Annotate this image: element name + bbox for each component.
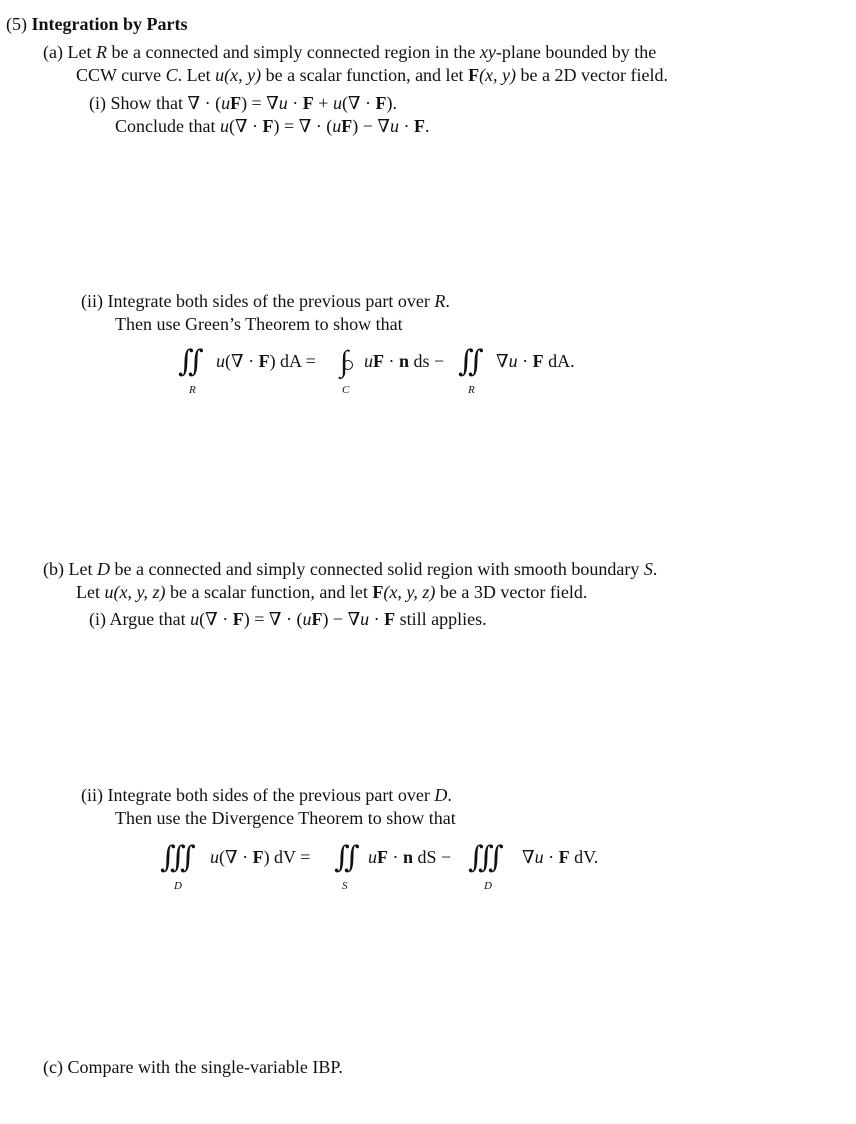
math-text: ) dA = — [269, 351, 316, 371]
math-text: ) − ∇ — [352, 116, 390, 136]
math-vector: F — [558, 847, 570, 867]
triple-integral-sign: ∭ — [160, 841, 196, 874]
formula-rhs — [496, 350, 575, 372]
part-a-text: be a connected and simply connected region in the — [106, 42, 480, 62]
region-subscript: R — [189, 384, 196, 396]
surface-subscript: S — [342, 880, 348, 892]
part-a-text: Let — [67, 42, 96, 62]
part-a-line-2 — [76, 64, 668, 86]
part-a-text: be a scalar function, and let — [261, 65, 469, 85]
math-var: C — [165, 65, 178, 85]
math-vector: F — [384, 609, 396, 629]
math-text: · — [388, 847, 403, 867]
greens-formula — [178, 338, 618, 398]
math-text: dS − — [413, 847, 452, 867]
formula-lhs — [216, 350, 316, 372]
part-b-ii-label: (ii) — [81, 785, 103, 805]
contour-ring-icon — [343, 360, 353, 370]
math-var: u — [210, 847, 219, 867]
math-text: ∇ — [522, 847, 535, 867]
part-b-text: . — [652, 559, 658, 579]
formula-mid — [364, 350, 444, 372]
part-b-text: be a connected and simply connected solid region with smooth boundary — [110, 559, 644, 579]
math-var: u — [508, 351, 518, 371]
math-text: Conclude that — [115, 116, 220, 136]
part-a-i-label: (i) — [89, 93, 106, 113]
math-text: ). — [386, 93, 397, 113]
math-var: u(x, y) — [215, 65, 262, 85]
part-b-text: Let — [76, 582, 105, 602]
math-var: u — [364, 351, 373, 371]
math-var: u(x, y, z) — [104, 582, 166, 602]
part-a-text: CCW curve — [76, 65, 166, 85]
math-vector: F — [230, 93, 242, 113]
part-a-text: . Let — [177, 65, 216, 85]
part-a-i-line-2 — [115, 115, 429, 137]
solid-subscript: D — [174, 880, 182, 892]
math-text: (∇ · — [199, 609, 233, 629]
math-vector: F — [232, 609, 244, 629]
problem-number: (5) — [6, 14, 27, 34]
math-text: ) dV = — [263, 847, 311, 867]
part-a-ii-line-1 — [81, 290, 450, 312]
math-text: · — [517, 351, 533, 371]
part-a-ii-line-2: Then use Green’s Theorem to show that — [115, 314, 403, 334]
double-integral-sign: ∬ — [458, 345, 484, 378]
region-subscript: R — [468, 384, 475, 396]
math-text: dA. — [543, 351, 575, 371]
formula-rhs — [522, 846, 598, 868]
math-text: (∇ · — [228, 116, 263, 136]
math-text: · — [384, 351, 399, 371]
part-a-ii-text: Integrate both sides of the previous part over — [107, 291, 435, 311]
part-a-line-1 — [43, 41, 656, 63]
math-var: u — [368, 847, 377, 867]
math-text: ) − ∇ — [322, 609, 361, 629]
math-text: ) = ∇ · ( — [243, 609, 303, 629]
math-var: u — [278, 93, 288, 113]
math-var: u — [216, 351, 225, 371]
math-var: u — [332, 93, 342, 113]
curve-subscript: C — [342, 384, 350, 396]
math-vector: F — [262, 116, 274, 136]
math-vector: F — [413, 116, 425, 136]
math-var: (x, y) — [479, 65, 517, 85]
part-b-line-2 — [76, 581, 587, 603]
math-text: Argue that — [109, 609, 191, 629]
math-var: u — [389, 116, 399, 136]
math-text: (∇ · — [219, 847, 253, 867]
math-vector: F — [252, 847, 264, 867]
part-c-text: Compare with the single-variable IBP. — [67, 1057, 343, 1077]
math-text: dV. — [569, 847, 599, 867]
part-b-i-line — [89, 608, 487, 630]
triple-integral-sign: ∭ — [468, 841, 504, 874]
part-a-label: (a) — [43, 42, 63, 62]
double-integral-sign: ∬ — [178, 345, 204, 378]
math-text: ) = ∇ · ( — [273, 116, 333, 136]
math-text: ∇ — [496, 351, 509, 371]
problem-title: Integration by Parts — [31, 14, 188, 34]
math-vector: F — [373, 351, 384, 371]
math-vector: F — [341, 116, 353, 136]
math-vector: F — [375, 93, 387, 113]
part-a-ii-label: (ii) — [81, 291, 103, 311]
math-text: (∇ · — [341, 93, 376, 113]
part-b-ii-text: Integrate both sides of the previous part over — [107, 785, 435, 805]
math-var: xy — [479, 42, 496, 62]
math-text: · — [398, 116, 414, 136]
math-var: R — [95, 42, 107, 62]
math-vector: F — [372, 582, 384, 602]
part-c-label: (c) — [43, 1057, 63, 1077]
math-vector: n — [399, 351, 410, 371]
math-text: · — [369, 609, 385, 629]
contour-integral-sign: ∫ — [340, 345, 349, 378]
math-text: · — [287, 93, 303, 113]
double-integral-sign: ∬ — [334, 841, 360, 874]
math-var: u — [360, 609, 370, 629]
math-text: Show that ∇ · ( — [110, 93, 222, 113]
math-vector: F — [468, 65, 480, 85]
math-text: still applies. — [395, 609, 487, 629]
math-var: u — [221, 93, 231, 113]
math-vector: F — [258, 351, 270, 371]
part-b-ii-text: . — [447, 785, 452, 805]
math-var: R — [434, 291, 446, 311]
math-var: u — [332, 116, 342, 136]
math-text: ds − — [409, 351, 445, 371]
math-text: ) = ∇ — [241, 93, 279, 113]
math-var: u — [302, 609, 312, 629]
part-b-line-1 — [43, 558, 657, 580]
part-a-ii-text: . — [445, 291, 450, 311]
math-var: u — [219, 116, 229, 136]
math-text: . — [424, 116, 430, 136]
math-text: (∇ · — [225, 351, 259, 371]
formula-lhs — [210, 846, 310, 868]
math-vector: F — [377, 847, 388, 867]
math-vector: F — [532, 351, 544, 371]
math-var: D — [434, 785, 448, 805]
math-var: D — [97, 559, 110, 579]
math-text: + — [313, 93, 333, 113]
part-b-ii-line-1 — [81, 784, 452, 806]
math-var: S — [643, 559, 653, 579]
part-b-i-label: (i) — [89, 609, 106, 629]
part-c-line — [43, 1056, 343, 1078]
part-b-text: be a 3D vector field. — [435, 582, 588, 602]
part-b-text: be a scalar function, and let — [165, 582, 373, 602]
part-b-ii-line-2: Then use the Divergence Theorem to show that — [115, 808, 456, 828]
part-a-text: be a 2D vector field. — [516, 65, 668, 85]
problem-heading — [6, 13, 188, 35]
formula-mid — [368, 846, 451, 868]
part-a-text: -plane bounded by the — [495, 42, 657, 62]
math-text: · — [543, 847, 559, 867]
solid-subscript: D — [484, 880, 492, 892]
part-a-i-line-1 — [89, 92, 397, 114]
math-var: (x, y, z) — [383, 582, 436, 602]
divergence-formula — [160, 834, 630, 894]
math-var: u — [534, 847, 544, 867]
math-vector: F — [302, 93, 314, 113]
math-vector: F — [311, 609, 323, 629]
part-b-label: (b) — [43, 559, 64, 579]
part-b-text: Let — [68, 559, 97, 579]
math-vector: n — [403, 847, 414, 867]
math-var: u — [190, 609, 200, 629]
